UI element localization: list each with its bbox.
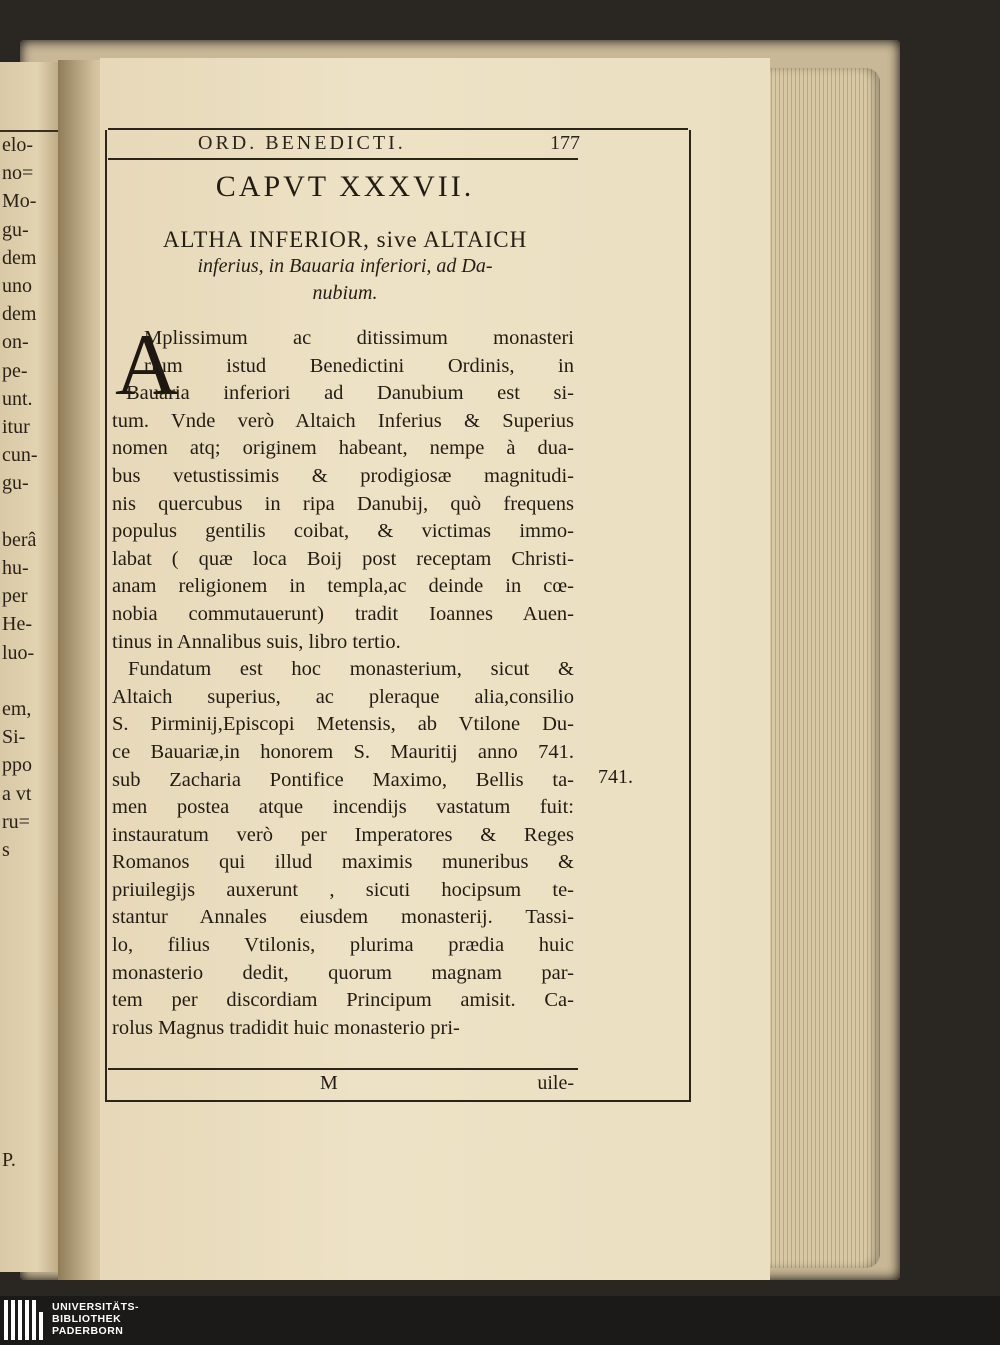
body-line: instauratum verò per Imperatores & Reges (112, 823, 574, 846)
left-page-line: pe- (2, 359, 28, 382)
left-page-rule (0, 130, 60, 132)
left-page-line: elo- (2, 134, 34, 156)
left-page-line: ru= (2, 810, 30, 833)
body-text (112, 317, 574, 1042)
body-line: rium istud Benedictini Ordinis, in (144, 354, 574, 377)
body-line: monasterio dedit, quorum magnam par- (112, 961, 574, 984)
body-line: populus gentilis coibat, & victimas immo- (112, 520, 574, 543)
body-line: tem per discordiam Principum amisit. Ca- (112, 989, 574, 1012)
catchline (112, 1072, 574, 1098)
left-page-line: no= (2, 162, 34, 185)
running-header (120, 132, 580, 156)
body-line: priuilegijs auxerunt , sicuti hocipsum te- (112, 878, 574, 901)
subtitle-line-2: inferius, in Bauaria inferiori, ad Da- (197, 255, 493, 277)
bottom-rule (108, 1068, 578, 1070)
page-edges (760, 68, 880, 1268)
drop-cap-initial: A (115, 317, 179, 414)
margin-note: 741. (598, 766, 633, 788)
footer-bar (0, 1296, 1000, 1345)
left-page-line: per (2, 585, 28, 608)
logo-line-3: PADERBORN (52, 1325, 124, 1337)
body-line: labat ( quæ loca Boij post receptam Christi- (112, 547, 574, 570)
left-page-line: ppo (2, 754, 32, 777)
body-line: Mplissimum ac ditissimum monasteri (144, 327, 574, 349)
body-line: Romanos qui illud maximis muneribus & (112, 851, 574, 874)
body-line: nis quercubus in ripa Danubij, quò frequens (112, 492, 574, 515)
body-line: anam religionem in templa,ac deinde in cœ- (112, 575, 574, 598)
chapter-title: CAPVT XXXVII. (215, 170, 475, 203)
body-line: nobia commutauerunt) tradit Ioannes Auen- (112, 602, 574, 625)
top-rule (108, 128, 688, 130)
body-line: nomen atq; originem habeant, nempe à dua- (112, 437, 574, 460)
body-line: ce Bauariæ,in honorem S. Mauritij anno 741. (112, 740, 574, 763)
catchword: uile- (537, 1072, 574, 1094)
header-rule (108, 158, 578, 160)
left-page-line: on- (2, 331, 29, 354)
body-line: rolus Magnus tradidit huic monasterio pri- (112, 1016, 460, 1039)
body-line: Fundatum est hoc monasterium, sicut & (128, 658, 574, 681)
body-line: lo, filius Vtilonis, plurima prædia huic (112, 934, 574, 957)
left-page-line: dem (2, 246, 37, 269)
subtitle-line-3: nubium. (312, 282, 378, 304)
body-line: Bauaria inferiori ad Danubium est si- (126, 382, 574, 405)
left-page-line: em, (2, 698, 32, 720)
body-line: tum. Vnde verò Altaich Inferius & Superius (112, 409, 574, 432)
chapter-subtitle (112, 226, 578, 307)
subtitle-line-1: ALTHA INFERIOR, sive ALTAICH (162, 227, 528, 252)
left-page-line: cun- (2, 444, 38, 467)
library-logo-icon (4, 1300, 44, 1340)
left-page-line: a vt (2, 782, 32, 805)
left-page-line: He- (2, 613, 32, 636)
body-line: Altaich superius, ac pleraque alia,consilio (112, 685, 574, 708)
body-line: men postea atque incendijs vastatum fuit: (112, 796, 574, 819)
body-line: S. Pirminij,Episcopi Metensis, ab Vtilone Du- (112, 713, 574, 736)
page-number: 177 (550, 132, 580, 154)
left-page-line: Mo- (2, 190, 37, 213)
left-page-line: berâ (2, 528, 37, 551)
left-page-line: hu- (2, 557, 29, 579)
left-page-line: Si- (2, 726, 26, 749)
library-logo-text (52, 1301, 139, 1337)
body-line: sub Zacharia Pontifice Maximo, Bellis ta- (112, 768, 574, 791)
signature-mark: M (320, 1072, 338, 1094)
body-line: bus vetustissimis & prodigiosæ magnitudi- (112, 464, 574, 487)
left-page-edge (0, 62, 62, 1272)
logo-line-2: BIBLIOTHEK (52, 1313, 122, 1325)
body-line: stantur Annales eiusdem monasterij. Tassi- (112, 906, 574, 929)
left-page-line: gu- (2, 218, 29, 241)
left-page-line: itur (2, 416, 30, 438)
left-page-line: P. (2, 1149, 16, 1172)
body-line: tinus in Annalibus suis, libro tertio. (112, 630, 401, 653)
running-title: ORD. BENEDICTI. (198, 132, 406, 154)
left-page-line: unt. (2, 387, 33, 410)
left-page-line: luo- (2, 641, 35, 664)
left-page-line: gu- (2, 472, 29, 495)
left-page-line: dem (2, 303, 37, 326)
left-page-line: s (2, 839, 10, 861)
logo-line-1: UNIVERSITÄTS- (52, 1301, 140, 1313)
left-page-line: uno (2, 275, 32, 297)
